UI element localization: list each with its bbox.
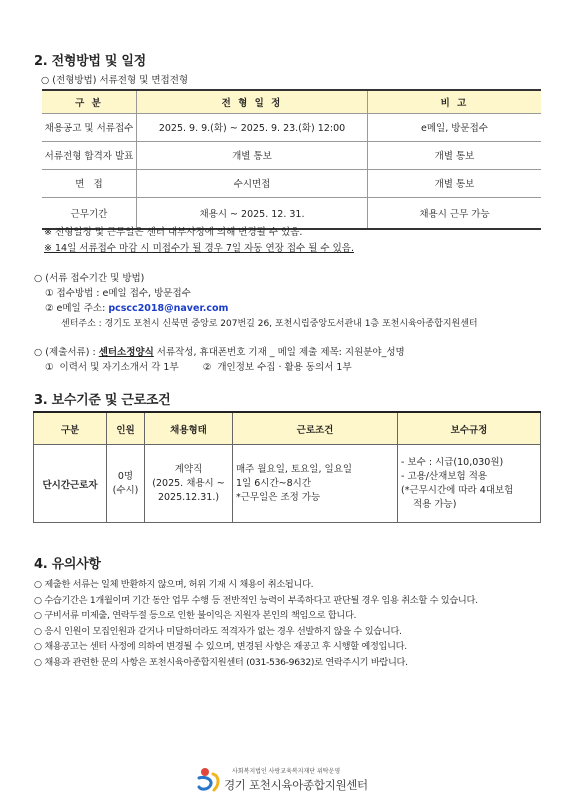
schedule-cell: 수시면접 bbox=[137, 169, 368, 197]
list-item: ○ 채용과 관련한 문의 사항은 포천시육아종합지원센터 (031-536-9632)로 연락주시기 바랍니다. bbox=[34, 656, 408, 668]
submit-docs-items: ① 이력서 및 자기소개서 각 1부 ② 개인정보 수집 · 활용 동의서 1부 bbox=[45, 362, 352, 373]
pay-cell-count bbox=[107, 445, 145, 523]
notice-list bbox=[34, 576, 546, 670]
form-line: (2025. 채용시 ~ bbox=[152, 477, 225, 489]
table-row bbox=[42, 113, 541, 141]
submit-docs-detail: 서류작성, 휴대폰번호 기재 _ 메일 제출 제목: 지원분야_성명 bbox=[156, 347, 405, 358]
email-label: ② e메일 주소: bbox=[45, 303, 106, 314]
count-value: 0명 bbox=[117, 470, 134, 482]
pay-cell-form bbox=[145, 445, 233, 523]
submit-docs-prefix: ○ (제출서류) : bbox=[34, 347, 96, 358]
logo-mark-icon bbox=[196, 766, 222, 794]
schedule-cell: 개별 통보 bbox=[368, 141, 542, 169]
table-row bbox=[42, 169, 541, 197]
schedule-cell: 개별 통보 bbox=[368, 169, 542, 197]
footer-foundation: 사회복지법인 사랑교육복지재단 위탁운영 bbox=[232, 768, 341, 775]
email-address[interactable]: pcscc2018@naver.com bbox=[108, 303, 229, 314]
schedule-cell: e메일, 방문접수 bbox=[368, 113, 542, 141]
schedule-header-notes: 비 고 bbox=[368, 90, 542, 113]
form-line: 2025.12.31.) bbox=[157, 491, 220, 503]
pay-cell-pay bbox=[398, 445, 541, 523]
pay-conditions-table bbox=[33, 411, 541, 523]
schedule-header-dates: 전 형 일 정 bbox=[137, 90, 368, 113]
footer-center-name: 경기 포천시육아종합지원센터 bbox=[224, 778, 368, 792]
pay-line: - 보수 : 시급(10,030원) bbox=[401, 456, 504, 468]
pay-header-pay: 보수규정 bbox=[398, 412, 541, 445]
application-method: ① 접수방법 : e메일 접수, 방문접수 bbox=[45, 288, 191, 299]
list-item: ○ 구비서류 미제출, 연락두절 등으로 인한 불이익은 지원자 본인의 책임으로 합니다. bbox=[34, 610, 357, 622]
schedule-note-2: ※ 14일 서류접수 마감 시 미접수가 될 경우 7일 자동 연장 접수 될 수 있음. bbox=[44, 243, 354, 254]
email-line bbox=[45, 300, 228, 314]
pay-line: - 고용/산재보험 적용 bbox=[401, 470, 488, 482]
pay-header-form: 채용형태 bbox=[145, 412, 233, 445]
condition-line: 매주 월요일, 토요일, 일요일 bbox=[236, 463, 353, 475]
schedule-cell: 개별 통보 bbox=[137, 141, 368, 169]
schedule-note-1: ※ 전형일정 및 근무일은 센터 내부사정에 의해 변경될 수 있음. bbox=[44, 227, 303, 238]
schedule-cell: 2025. 9. 9.(화) ~ 2025. 9. 23.(화) 12:00 bbox=[137, 113, 368, 141]
list-item: ○ 응시 인원이 모집인원과 같거나 미달하더라도 적격자가 없는 경우 선발하지 않을 수 있습니다. bbox=[34, 625, 402, 637]
submit-docs-form: 센터소정양식 bbox=[98, 347, 154, 358]
pay-line: (*근무시간에 따라 4대보험 bbox=[401, 484, 514, 496]
form-line: 계약직 bbox=[174, 463, 203, 475]
schedule-cell: 서류전형 합격자 발표 bbox=[42, 141, 137, 169]
section-2-title: 2. 전형방법 및 일정 bbox=[34, 54, 146, 69]
pay-line: 적용 가능) bbox=[413, 498, 457, 510]
pay-cell-conditions bbox=[233, 445, 398, 523]
section-4-title: 4. 유의사항 bbox=[34, 557, 101, 572]
schedule-header-category: 구 분 bbox=[42, 90, 137, 113]
pay-header-conditions: 근로조건 bbox=[233, 412, 398, 445]
schedule-cell: 채용시 근무 가능 bbox=[368, 197, 542, 229]
condition-line: 1일 6시간~8시간 bbox=[236, 477, 311, 489]
schedule-cell: 채용공고 및 서류접수 bbox=[42, 113, 137, 141]
list-item: ○ 채용공고는 센터 사정에 의하여 변경될 수 있으며, 변경된 사항은 재공고 후 시행할 예정입니다. bbox=[34, 641, 407, 653]
table-row bbox=[34, 445, 541, 523]
count-note: (수시) bbox=[112, 484, 139, 496]
list-item: ○ 제출한 서류는 일체 반환하지 않으며, 허위 기재 시 채용이 취소됩니다. bbox=[34, 579, 314, 590]
schedule-cell: 면 접 bbox=[42, 169, 137, 197]
schedule-cell: 근무기간 bbox=[42, 197, 137, 229]
table-row bbox=[42, 141, 541, 169]
section-3-title: 3. 보수기준 및 근로조건 bbox=[34, 393, 171, 408]
condition-line: *근무일은 조정 가능 bbox=[236, 491, 321, 503]
schedule-cell: 채용시 ~ 2025. 12. 31. bbox=[137, 197, 368, 229]
selection-method: ○ (전형방법) 서류전형 및 면접전형 bbox=[41, 75, 189, 86]
schedule-table bbox=[42, 89, 541, 230]
application-period-title: ○ (서류 접수기간 및 방법) bbox=[34, 273, 145, 284]
center-logo bbox=[190, 764, 390, 796]
pay-cell-type: 단시간근로자 bbox=[34, 445, 107, 523]
list-item: ○ 수습기간은 1개월이며 기간 동안 업무 수행 등 전반적인 능력이 부족하다고 판단될 경우 임용 취소할 수 있습니다. bbox=[34, 594, 478, 606]
center-address: 센터주소 : 경기도 포천시 신북면 중앙로 207번길 26, 포천시립중앙도서관내 1층 포천시육아종합지원센터 bbox=[61, 319, 478, 329]
pay-header-type: 구분 bbox=[34, 412, 107, 445]
submit-docs-line bbox=[34, 344, 405, 358]
pay-header-count: 인원 bbox=[107, 412, 145, 445]
